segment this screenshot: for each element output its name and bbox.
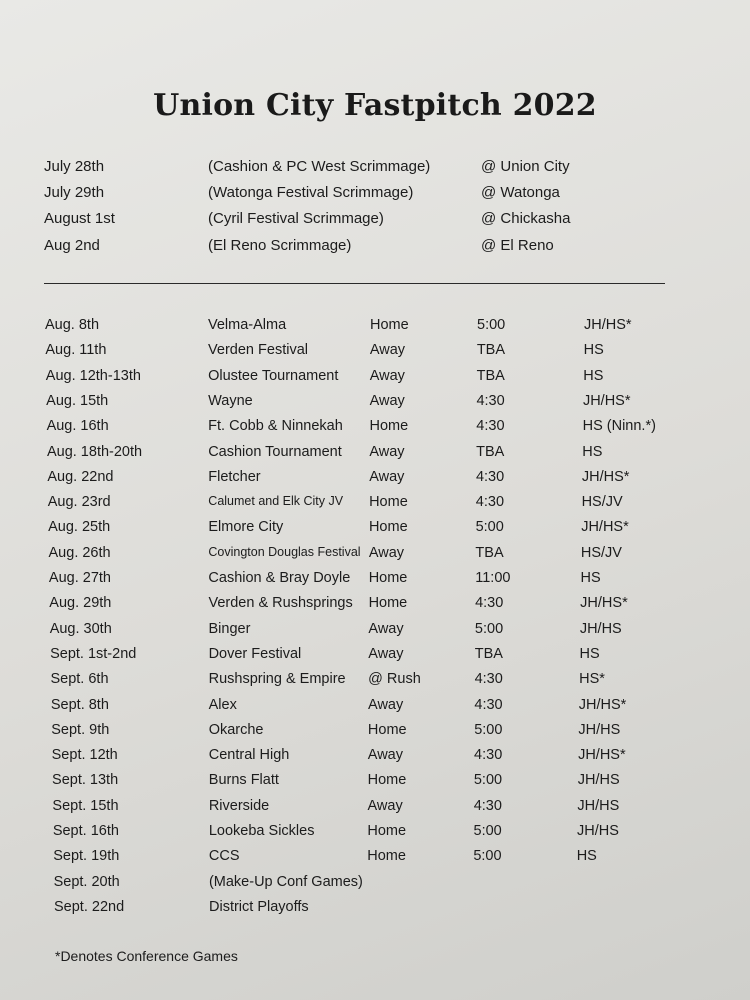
game-row: [0, 621, 750, 645]
game-level: HS: [582, 443, 603, 460]
game-date: Sept. 13th: [52, 772, 119, 789]
game-date: Aug. 22nd: [47, 468, 114, 485]
game-site: Away: [369, 342, 406, 359]
game-opponent: Rushspring & Empire: [208, 671, 346, 688]
game-site: Home: [368, 519, 408, 536]
game-time: TBA: [476, 367, 505, 384]
game-time: 4:30: [474, 747, 503, 764]
game-date: Sept. 16th: [52, 823, 119, 839]
game-opponent: Verden & Rushsprings: [208, 595, 353, 612]
game-row: [0, 874, 750, 898]
game-opponent: District Playoffs: [209, 898, 309, 915]
game-row: [0, 772, 750, 796]
game-level: JH/HS*: [581, 468, 630, 485]
game-level: JH/HS*: [578, 696, 627, 713]
game-date: Aug. 16th: [46, 418, 109, 435]
scrimmage-location: @ Chickasha: [481, 210, 571, 227]
game-date: Aug. 25th: [48, 519, 111, 536]
game-row: [0, 798, 750, 822]
scrimmage-location: @ Watonga: [481, 184, 560, 201]
game-site: Home: [369, 418, 409, 435]
game-time: 4:30: [473, 797, 502, 814]
game-level: JH/HS*: [582, 392, 631, 409]
scrimmage-location: @ El Reno: [481, 237, 554, 254]
game-time: 5:00: [473, 772, 503, 789]
game-site: Away: [369, 468, 405, 485]
game-time: 4:30: [476, 418, 505, 435]
game-level: JH/HS: [577, 797, 620, 814]
game-level: HS: [583, 342, 604, 359]
scrimmage-date: August 1st: [44, 210, 115, 227]
game-site: Home: [368, 570, 408, 586]
game-level: HS: [576, 848, 597, 865]
scrimmage-location: @ Union City: [481, 158, 570, 175]
game-opponent: Velma-Alma: [208, 317, 287, 333]
game-time: 5:00: [474, 620, 504, 637]
game-opponent: Alex: [208, 696, 237, 713]
game-site: Home: [370, 317, 409, 333]
game-opponent: Lookeba Sickles: [208, 823, 315, 839]
game-opponent: Ft. Cobb & Ninnekah: [208, 418, 343, 435]
game-time: 5:00: [474, 721, 503, 738]
game-opponent: Burns Flatt: [208, 772, 279, 789]
game-opponent: Fletcher: [208, 468, 261, 485]
game-row: [0, 899, 750, 923]
game-time: 4:30: [475, 494, 505, 511]
game-level: HS: [579, 645, 600, 662]
game-row: [0, 570, 750, 594]
game-date: Sept. 6th: [50, 671, 109, 688]
game-opponent: Dover Festival: [208, 645, 302, 662]
scrimmage-event: (Cyril Festival Scrimmage): [208, 210, 384, 227]
divider-line: [44, 283, 665, 284]
game-row: [0, 671, 750, 695]
game-site: @ Rush: [368, 671, 421, 688]
game-date: Sept. 1st-2nd: [50, 645, 137, 662]
game-time: TBA: [476, 443, 505, 460]
game-opponent: Calumet and Elk City JV: [208, 494, 344, 509]
game-site: Home: [369, 494, 408, 511]
footnote: *Denotes Conference Games: [55, 948, 238, 964]
scrimmage-date: July 28th: [44, 158, 105, 175]
game-opponent: Riverside: [208, 797, 270, 814]
game-site: Away: [367, 747, 403, 764]
page-title: Union City Fastpitch 2022: [153, 88, 597, 123]
game-date: Aug. 30th: [49, 620, 112, 637]
game-time: 5:00: [473, 848, 502, 865]
game-date: Aug. 26th: [48, 544, 111, 561]
game-site: Away: [369, 367, 405, 384]
game-time: 5:00: [477, 317, 506, 333]
game-opponent: Binger: [208, 620, 251, 637]
scrimmage-event: (Cashion & PC West Scrimmage): [208, 158, 431, 175]
game-level: JH/HS: [578, 721, 621, 738]
game-row: [0, 722, 750, 746]
game-date: Aug. 8th: [45, 317, 100, 333]
game-date: Sept. 20th: [53, 873, 120, 890]
scrimmage-event: (Watonga Festival Scrimmage): [208, 184, 414, 201]
game-row: [0, 444, 750, 468]
game-site: Away: [369, 443, 405, 460]
game-date: Aug. 15th: [46, 392, 109, 409]
game-time: TBA: [476, 342, 506, 359]
game-row: [0, 469, 750, 493]
game-date: Sept. 19th: [53, 848, 120, 865]
game-time: 11:00: [475, 570, 511, 586]
game-site: Home: [367, 772, 407, 789]
game-level: JH/HS*: [584, 317, 632, 333]
game-time: 4:30: [474, 671, 503, 688]
game-level: HS*: [579, 671, 605, 688]
game-site: Home: [367, 848, 406, 865]
game-site: Home: [368, 595, 408, 612]
game-level: HS/JV: [581, 494, 623, 511]
game-date: Sept. 22nd: [54, 898, 125, 915]
game-level: JH/HS: [579, 620, 622, 637]
game-row: [0, 646, 750, 670]
game-time: 5:00: [473, 823, 502, 839]
scrimmage-event: (El Reno Scrimmage): [208, 237, 352, 254]
game-date: Sept. 15th: [52, 797, 119, 814]
game-site: Home: [367, 721, 407, 738]
game-opponent: Cashion Tournament: [208, 443, 342, 460]
game-site: Away: [368, 645, 404, 662]
game-opponent: Wayne: [208, 392, 253, 409]
game-date: Aug. 27th: [48, 570, 111, 586]
game-time: 4:30: [474, 696, 503, 713]
game-opponent: Cashion & Bray Doyle: [208, 570, 351, 586]
game-opponent: Verden Festival: [208, 342, 308, 359]
game-site: Away: [369, 392, 405, 409]
game-site: Away: [367, 797, 403, 814]
game-opponent: CCS: [208, 848, 240, 865]
game-time: 5:00: [475, 519, 504, 536]
game-level: HS: [580, 570, 601, 586]
game-row: [0, 848, 750, 872]
game-opponent: Covington Douglas Festival: [208, 544, 361, 559]
game-row: [0, 519, 750, 543]
scrimmage-date: July 29th: [44, 184, 105, 201]
game-row: [0, 418, 750, 442]
game-row: [0, 697, 750, 721]
game-site: Away: [368, 696, 404, 713]
game-row: [0, 595, 750, 619]
game-time: 4:30: [475, 595, 504, 612]
game-row: [0, 494, 750, 518]
game-time: 4:30: [476, 392, 505, 409]
game-opponent: Elmore City: [208, 519, 284, 536]
game-row: [0, 823, 750, 847]
game-level: HS: [583, 367, 604, 384]
game-level: HS (Ninn.*): [582, 418, 656, 435]
game-site: Away: [368, 620, 404, 637]
game-row: [0, 747, 750, 771]
game-level: JH/HS*: [581, 519, 629, 536]
game-row: [0, 545, 750, 569]
game-opponent: Central High: [208, 747, 290, 764]
game-level: JH/HS: [577, 772, 620, 789]
game-date: Sept. 12th: [51, 747, 118, 764]
game-level: JH/HS*: [580, 595, 628, 612]
game-time: TBA: [474, 645, 503, 662]
game-site: Home: [367, 823, 407, 839]
game-opponent: Olustee Tournament: [208, 367, 339, 384]
game-date: Aug. 11th: [45, 342, 107, 359]
game-date: Aug. 12th-13th: [45, 367, 141, 384]
game-opponent: (Make-Up Conf Games): [208, 873, 363, 890]
game-time: TBA: [475, 544, 504, 561]
game-date: Sept. 9th: [51, 721, 110, 738]
game-level: JH/HS*: [578, 747, 626, 764]
game-date: Aug. 29th: [49, 595, 112, 612]
game-date: Sept. 8th: [50, 696, 109, 713]
scrimmage-date: Aug 2nd: [44, 237, 100, 254]
game-time: 4:30: [475, 468, 505, 485]
game-date: Aug. 23rd: [47, 494, 111, 511]
game-row: [0, 393, 750, 417]
game-row: [0, 342, 750, 366]
game-level: JH/HS: [577, 823, 619, 839]
game-level: HS/JV: [580, 544, 622, 561]
game-opponent: Okarche: [208, 721, 264, 738]
game-date: Aug. 18th-20th: [46, 443, 143, 460]
game-site: Away: [368, 544, 405, 561]
game-row: [0, 368, 750, 392]
game-row: [0, 317, 750, 341]
